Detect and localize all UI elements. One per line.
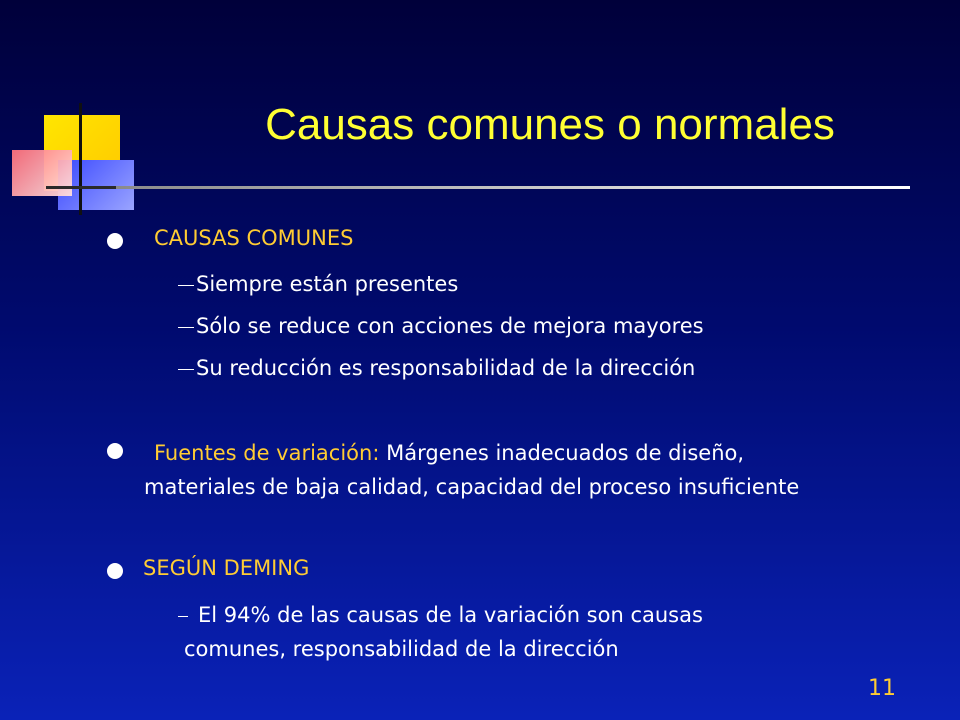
decor-square-red bbox=[12, 150, 72, 196]
page-number: 11 bbox=[868, 676, 896, 701]
slide-title: Causas comunes o normales bbox=[265, 100, 835, 149]
list-item: El 94% de las causas de la variación son causas bbox=[178, 603, 703, 627]
dash-marker bbox=[178, 616, 188, 617]
dash-marker bbox=[178, 327, 194, 328]
decor-line-left bbox=[46, 186, 116, 189]
list-item: Su reducción es responsabilidad de la dirección bbox=[178, 356, 695, 380]
section-fuentes-line1 bbox=[154, 438, 944, 469]
dash-marker bbox=[178, 369, 194, 370]
section-heading-segun-deming: SEGÚN DEMING bbox=[143, 556, 310, 580]
section-fuentes-line2: materiales de baja calidad, capacidad del proceso insuficiente bbox=[144, 475, 800, 499]
section-heading-causas-comunes: CAUSAS COMUNES bbox=[154, 226, 354, 250]
bullet-dot bbox=[107, 443, 123, 459]
bullet-dot bbox=[107, 563, 123, 579]
dash-marker bbox=[178, 285, 194, 286]
title-underline bbox=[116, 186, 910, 189]
list-item: Sólo se reduce con acciones de mejora mayores bbox=[178, 314, 704, 338]
bullet-dot bbox=[107, 233, 123, 249]
list-item: Siempre están presentes bbox=[178, 272, 458, 296]
fuentes-text: Márgenes inadecuados de diseño, bbox=[386, 441, 745, 465]
fuentes-label: Fuentes de variación: bbox=[154, 441, 380, 465]
list-item-continued: comunes, responsabilidad de la dirección bbox=[184, 637, 619, 661]
